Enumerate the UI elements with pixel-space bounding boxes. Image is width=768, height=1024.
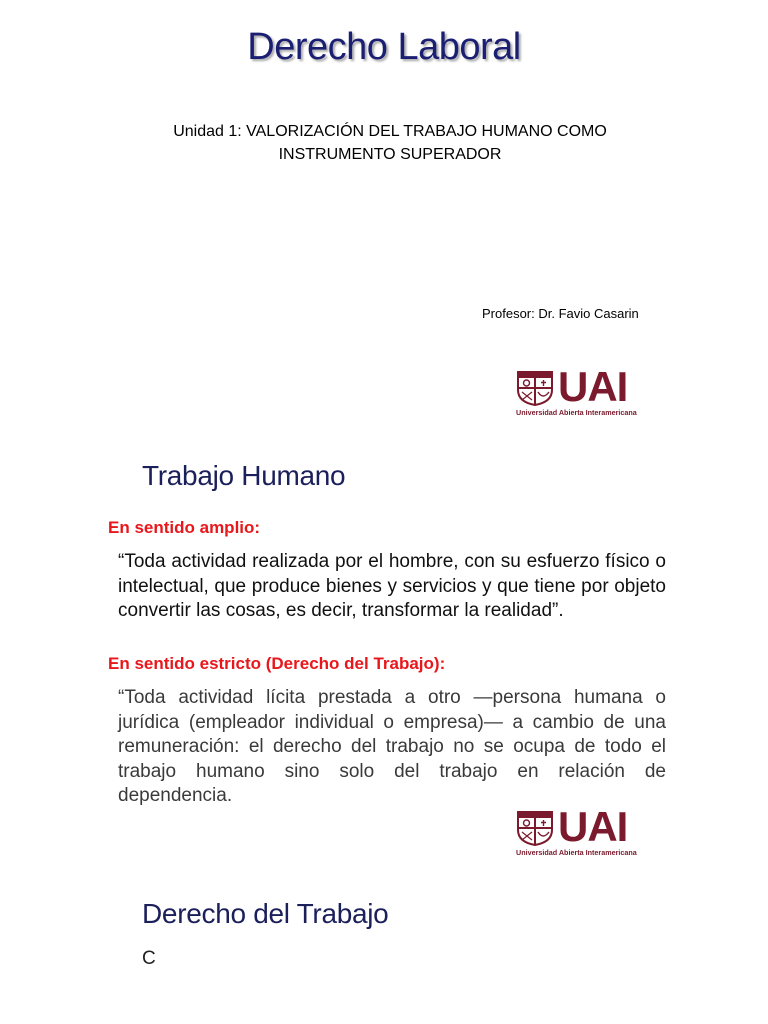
subtitle-line-2: INSTRUMENTO SUPERADOR (278, 146, 502, 163)
trabajo-humano-slide (0, 432, 768, 864)
slide-title: Trabajo Humano (142, 460, 346, 491)
uai-shield-icon (516, 370, 554, 406)
uai-wordmark: UAI (558, 803, 628, 850)
broad-sense-heading: En sentido amplio: (108, 518, 261, 537)
strict-sense-definition: “Toda actividad lícita prestada a otro —persona humana o jurídica (empleador individual o empresa)— a cambio de una remuneración: el derecho del trabajo no se ocupa de todo el trabajo humano sino solo del trabajo en relación de dependencia. (118, 687, 666, 806)
unit-subtitle (150, 120, 630, 166)
professor-name: Profesor: Dr. Favio Casarin (482, 306, 639, 321)
broad-sense-definition: “Toda actividad realizada por el hombre, con su esfuerzo físico o intelectual, que produce bienes y servicios y que tiene por objeto convertir las cosas, es decir, transformar la realidad”. (118, 551, 666, 621)
uai-wordmark: UAI (558, 363, 628, 410)
uai-tagline: Universidad Abierta Interamericana (516, 848, 637, 857)
strict-sense-heading: En sentido estricto (Derecho del Trabajo): (108, 654, 446, 673)
title-slide (0, 0, 768, 432)
uai-shield-icon (516, 810, 554, 846)
presentation-title: Derecho Laboral (247, 26, 521, 68)
subtitle-line-1: Unidad 1: VALORIZACIÓN DEL TRABAJO HUMANO COMO (173, 123, 607, 140)
uai-logo (516, 363, 656, 420)
slide-title: Derecho del Trabajo (142, 898, 389, 929)
uai-logo (516, 803, 656, 860)
slide-body-text: C (142, 948, 156, 969)
uai-tagline: Universidad Abierta Interamericana (516, 408, 637, 417)
derecho-del-trabajo-slide (0, 864, 768, 1024)
